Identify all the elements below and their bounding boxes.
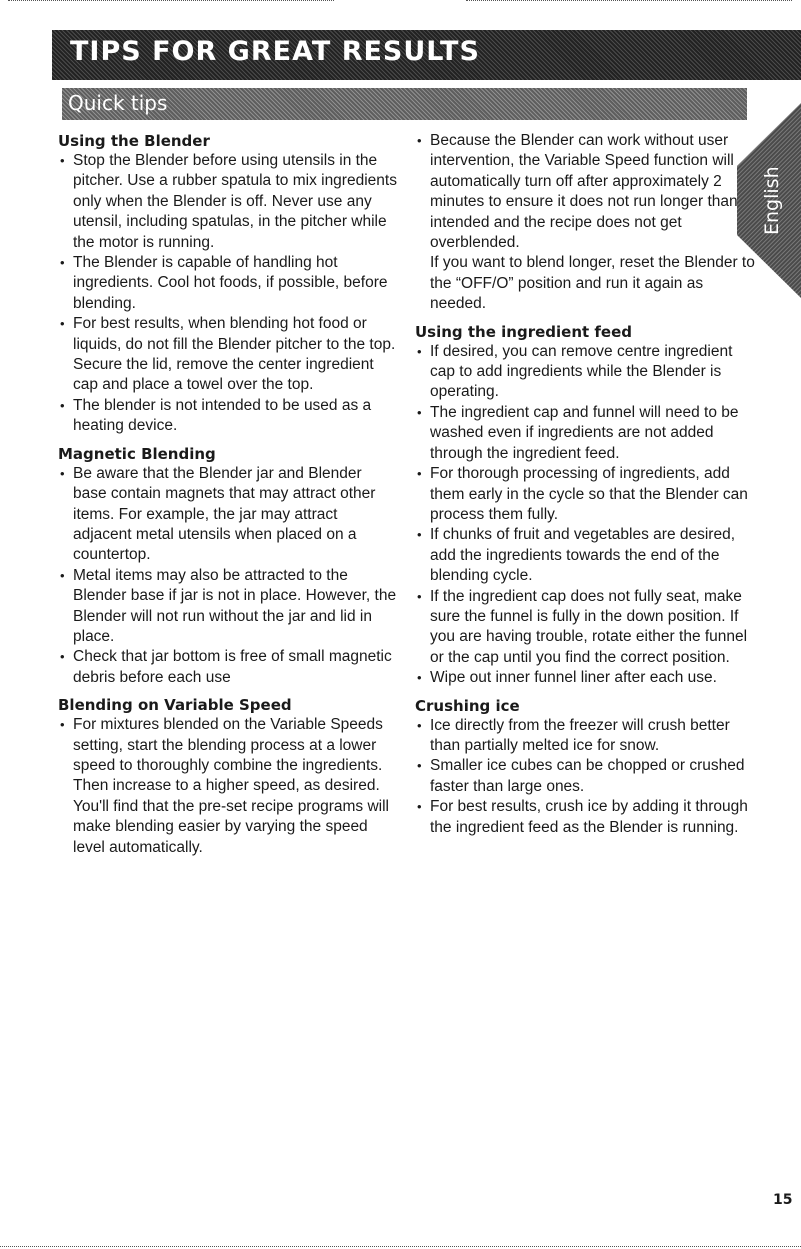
list-item: • Because the Blender can work without user intervention, the Variable Speed function will automatically turn off after approximately 2 minutes to ensure it does not run longer than intended and the recipe does not get overblended.: [415, 131, 760, 253]
list-item: • The Blender is capable of handling hot ingredients. Cool hot foods, if possible, before blending.: [58, 253, 398, 314]
title-banner: [52, 30, 801, 80]
section-heading: Magnetic Blending: [58, 444, 216, 463]
list-item: • Metal items may also be attracted to the Blender base if jar is not in place. However, the Blender will not run without the jar and lid in place.: [58, 566, 398, 648]
top-dotted-rule: [466, 0, 792, 1]
tip-list: [415, 131, 760, 315]
section-heading: Using the ingredient feed: [415, 322, 632, 341]
tip-list: [415, 342, 760, 689]
right-column: [415, 131, 760, 838]
list-item: • If desired, you can remove centre ingredient cap to add ingredients while the Blender is operating.: [415, 342, 760, 403]
list-item: • For best results, when blending hot food or liquids, do not fill the Blender pitcher to the top. Secure the lid, remove the center ingredient cap and place a towel over the top.: [58, 314, 398, 396]
section-heading: Using the Blender: [58, 132, 210, 150]
list-item: • If chunks of fruit and vegetables are desired, add the ingredients towards the end of the blending cycle.: [415, 525, 760, 586]
list-item: • The blender is not intended to be used as a heating device.: [58, 396, 398, 437]
list-item: • For best results, crush ice by adding it through the ingredient feed as the Blender is running.: [415, 797, 760, 838]
section-banner: [62, 88, 747, 120]
list-item: • Smaller ice cubes can be chopped or crushed faster than large ones.: [415, 756, 760, 797]
section-heading: Crushing ice: [415, 696, 520, 715]
tip-list: [58, 464, 398, 688]
tip-list: [415, 716, 760, 838]
list-item: • Ice directly from the freezer will crush better than partially melted ice for snow.: [415, 716, 760, 757]
list-item: • Stop the Blender before using utensils in the pitcher. Use a rubber spatula to mix ingredients only when the Blender is off. Never use any utensil, including spatulas, in the pitcher while the motor is running.: [58, 151, 398, 253]
top-dotted-rule: [8, 0, 334, 1]
tip-list: [58, 715, 398, 858]
list-item: • If the ingredient cap does not fully seat, make sure the funnel is fully in the down position. If you are having trouble, rotate either the funnel or the cap until you find the correct position.: [415, 587, 760, 669]
list-item: • Check that jar bottom is free of small magnetic debris before each use: [58, 647, 398, 688]
page-title: TIPS FOR GREAT RESULTS: [70, 36, 480, 67]
section-title: Quick tips: [68, 91, 168, 115]
left-column: [58, 131, 398, 858]
list-item-continuation: If you want to blend longer, reset the Blender to the “OFF/O” position and run it again as needed.: [430, 254, 755, 313]
language-label: English: [761, 166, 783, 235]
list-item: • For thorough processing of ingredients, add them early in the cycle so that the Blender can process them fully.: [415, 464, 760, 525]
list-item: • The ingredient cap and funnel will need to be washed even if ingredients are not added through the ingredient feed.: [415, 403, 760, 464]
list-item: • For mixtures blended on the Variable Speeds setting, start the blending process at a lower speed to thoroughly combine the ingredients. Then increase to a higher speed, as desired. You'll find that the pre-set recipe programs will make blending easier by varying the speed level automatically.: [58, 715, 398, 858]
page-number: 15: [773, 1192, 793, 1208]
list-item: • Wipe out inner funnel liner after each use.: [415, 668, 760, 688]
list-item: • Be aware that the Blender jar and Blender base contain magnets that may attract other items. For example, the jar may attract adjacent metal utensils when placed on a countertop.: [58, 464, 398, 566]
tip-list: [58, 151, 398, 437]
bottom-dotted-rule: [0, 1246, 801, 1247]
section-heading: Blending on Variable Speed: [58, 696, 292, 715]
